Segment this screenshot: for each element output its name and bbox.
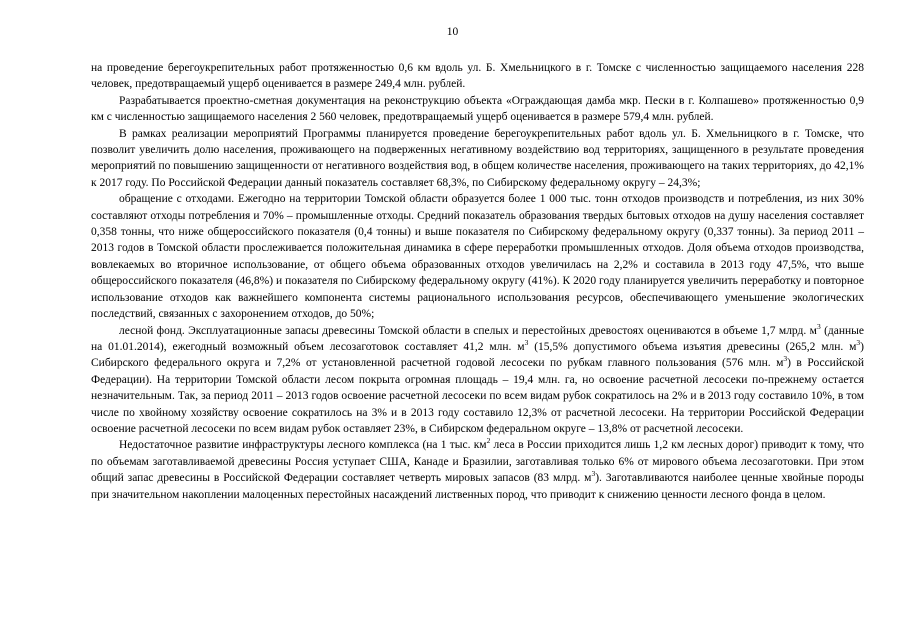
paragraph-forest-fund: лесной фонд. Эксплуатационные запасы древесины Томской области в спелых и перестойных древостоях оцениваются в объеме 1,7 млрд. $м^3$ (данные на 01.01.2014), ежегодный возможный объем лесозаготовок составляет 41,2 млн. $м^3$ (15,5% допустимого объема изъятия древесины (265,2 млн. $м^3$) Сибирского федерального округа и 7,2% от установленной расчетной годовой лесосеки по рубкам главного пользования (576 млн. $м^3$) в Российской Федерации). На территории Томской области лесом покрыта огромная площадь – 19,4 млн. га, но освоение расчетной лесосеки по-прежнему остается незначительным. Так, за период 2011 – 2013 годов освоение расчетной лесосеки по всем видам рубок сократилось на 2% и в 2013 году составило 10%, в том числе по хвойному хозяйству освоение сократилось на 3% и в 2013 году составило 12,3% от расчетной лесосеки. На территории Российской Федерации освоение расчетной лесосеки по всем видам рубок оставляет 23%, в Сибирском федеральном округе – 13,8% от расчетной лесосеки. (91, 321, 865, 435)
document-body (91, 60, 864, 503)
paragraph-continuation: на проведение берегоукрепительных работ протяженностью 0,6 км вдоль ул. Б. Хмельницкого в г. Томске с численностью защищаемого населения 228 человек, предотвращаемый ущерб оценивается в размере 249,4 млн. рублей. (91, 62, 864, 91)
paragraph-program-measures: В рамках реализации мероприятий Программы планируется проведение берегоукрепительных работ вдоль ул. Б. Хмельницкого в г. Томске, что позволит увеличить долю населения, проживающего на подверженных негативному воздействию вод территориях, защищенного в результате проведения мероприятий по повышению защищенности от негативного воздействия вод, в общем количестве населения, проживающего на таких территориях, до 42,1% к 2017 году. По Российской Федерации данный показатель составляет 68,3%, по Сибирскому федеральному округу – 24,3%; (91, 127, 864, 189)
paragraph-waste-management: обращение с отходами. Ежегодно на территории Томской области образуется более 1 000 тыс. тонн отходов производств и потребления, из них 30% составляют отходы потребления и 70% – промышленные отходы. Средний показатель образования твердых бытовых отходов на душу населения составляет 0,358 тонны, что ниже общероссийского показателя (0,4 тонны) и выше показателя по Сибирскому федеральному округу (0,337 тонны). За период 2011 – 2013 годов в Томской области прослеживается положительная динамика в сфере переработки промышленных отходов. Доля объема отходов производства, вовлекаемых во вторичное использование, от общего объема образованных отходов увеличилась на 2,2% и составила в 2013 году 47,5%, что выше общероссийского показателя (46,8%) и показателя по Сибирскому федеральному округу (41%). К 2020 году планируется увеличить переработку и повторное использование отходов как важнейшего компонента системы рационального использования ресурсов, обеспечивающего уменьшение экологических последствий, связанных с захоронением отходов, до 50%; (91, 193, 864, 321)
page-number: 10 (446, 26, 459, 38)
paragraph-forest-infrastructure: Недостаточное развитие инфраструктуры лесного комплекса (на 1 тыс. $км^2$ леса в России приходится лишь 1,2 км лесных дорог) приводит к тому, что по объемам заготавливаемой древесины Россия уступает США, Канаде и Бразилии, заготавливая только 6% от мирового объема лесозаготовки. При этом общий запас древесины в Российской Федерации составляет четверть мировых запасов (83 млрд. $м^3$). Заготавливаются наиболее ценные хвойные породы при значительном накоплении малоценных перестойных насаждений лиственных пород, что приводит к снижению ценности лесного фонда в целом. (91, 436, 864, 501)
paragraph-design-documentation: Разрабатывается проектно-сметная документация на реконструкцию объекта «Ограждающая дамба мкр. Пески в г. Колпашево» протяженностью 0,9 км с численностью защищаемого населения 2 560 человек, предотвращаемый ущерб оценивается в размере 579,4 млн. рублей. (91, 94, 864, 124)
